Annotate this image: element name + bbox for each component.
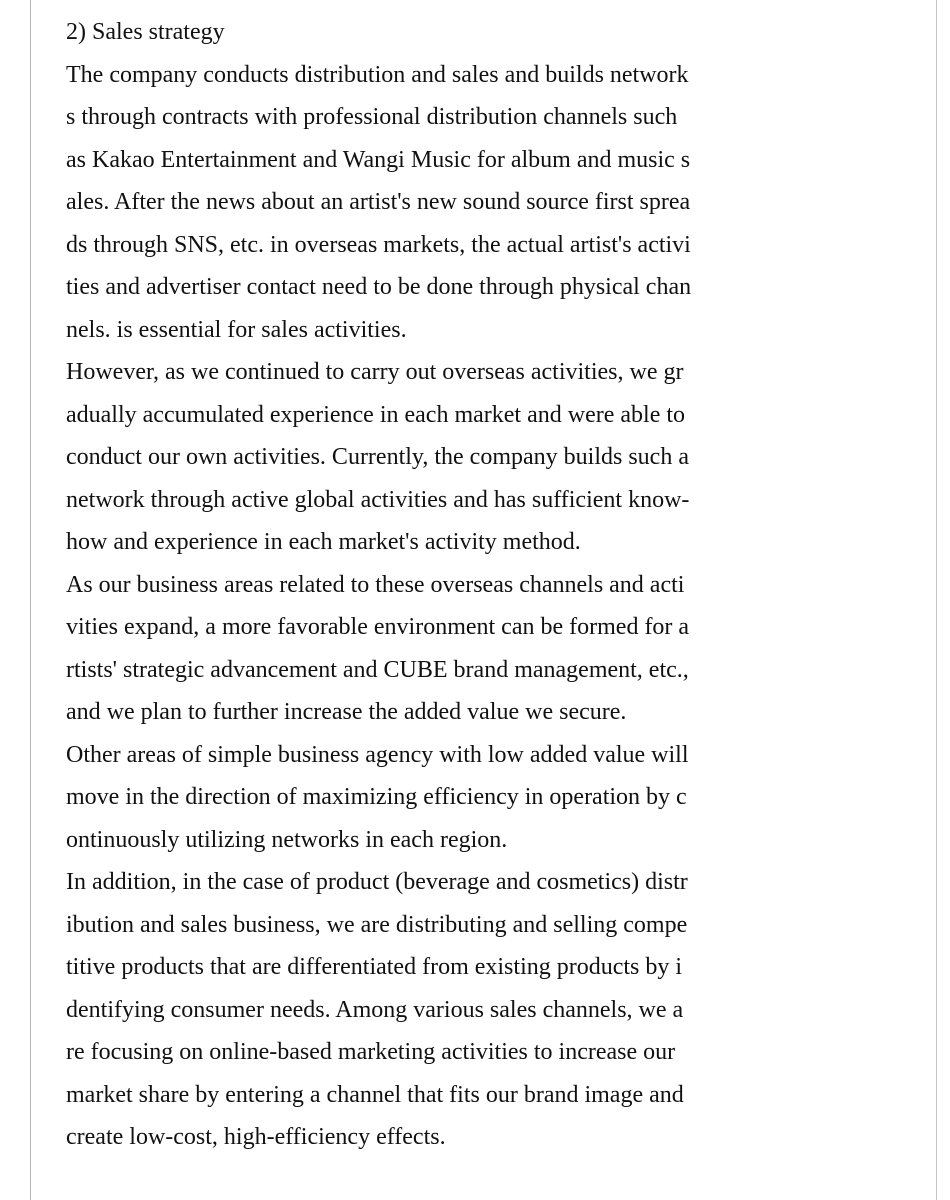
- text-line: As our business areas related to these overseas channels and acti: [66, 571, 685, 598]
- text-line: Other areas of simple business agency with low added value will: [66, 741, 689, 768]
- text-line: network through active global activities and has sufficient know-: [66, 486, 690, 513]
- text-line: as Kakao Entertainment and Wangi Music for album and music s: [66, 146, 691, 173]
- text-line: s through contracts with professional distribution channels such: [66, 104, 678, 130]
- text-line: ales. After the news about an artist's new sound source first sprea: [66, 189, 691, 215]
- text-line: re focusing on online-based marketing activities to increase our: [66, 1039, 676, 1065]
- document-body: [66, 11, 806, 1159]
- text-line: adually accumulated experience in each market and were able to: [66, 401, 686, 428]
- text-line: market share by entering a channel that fits our brand image and: [66, 1081, 684, 1108]
- page-border-left: [30, 0, 31, 1200]
- text-line: rtists' strategic advancement and CUBE brand management, etc.,: [66, 656, 689, 683]
- text-line: move in the direction of maximizing efficiency in operation by c: [66, 784, 687, 810]
- text-line: ibution and sales business, we are distributing and selling compe: [66, 911, 688, 938]
- section-heading: 2) Sales strategy: [66, 19, 225, 45]
- text-line: nels. is essential for sales activities.: [66, 316, 407, 343]
- text-line: conduct our own activities. Currently, the company builds such a: [66, 444, 689, 470]
- text-line: ties and advertiser contact need to be done through physical chan: [66, 274, 692, 300]
- text-line: In addition, in the case of product (beverage and cosmetics) distr: [66, 869, 688, 895]
- text-line: how and experience in each market's activity method.: [66, 529, 581, 555]
- text-line: vities expand, a more favorable environment can be formed for a: [66, 614, 690, 640]
- text-line: dentifying consumer needs. Among various sales channels, we a: [66, 996, 684, 1023]
- text-line: create low-cost, high-efficiency effects.: [66, 1124, 446, 1150]
- text-line: and we plan to further increase the added value we secure.: [66, 699, 627, 725]
- page-border-right: [936, 0, 937, 1200]
- text-line: titive products that are differentiated from existing products by i: [66, 954, 683, 980]
- text-line: However, as we continued to carry out overseas activities, we gr: [66, 359, 684, 385]
- text-line: ds through SNS, etc. in overseas markets, the actual artist's activi: [66, 231, 691, 258]
- text-line: The company conducts distribution and sales and builds network: [66, 61, 689, 88]
- text-line: ontinuously utilizing networks in each region.: [66, 826, 508, 853]
